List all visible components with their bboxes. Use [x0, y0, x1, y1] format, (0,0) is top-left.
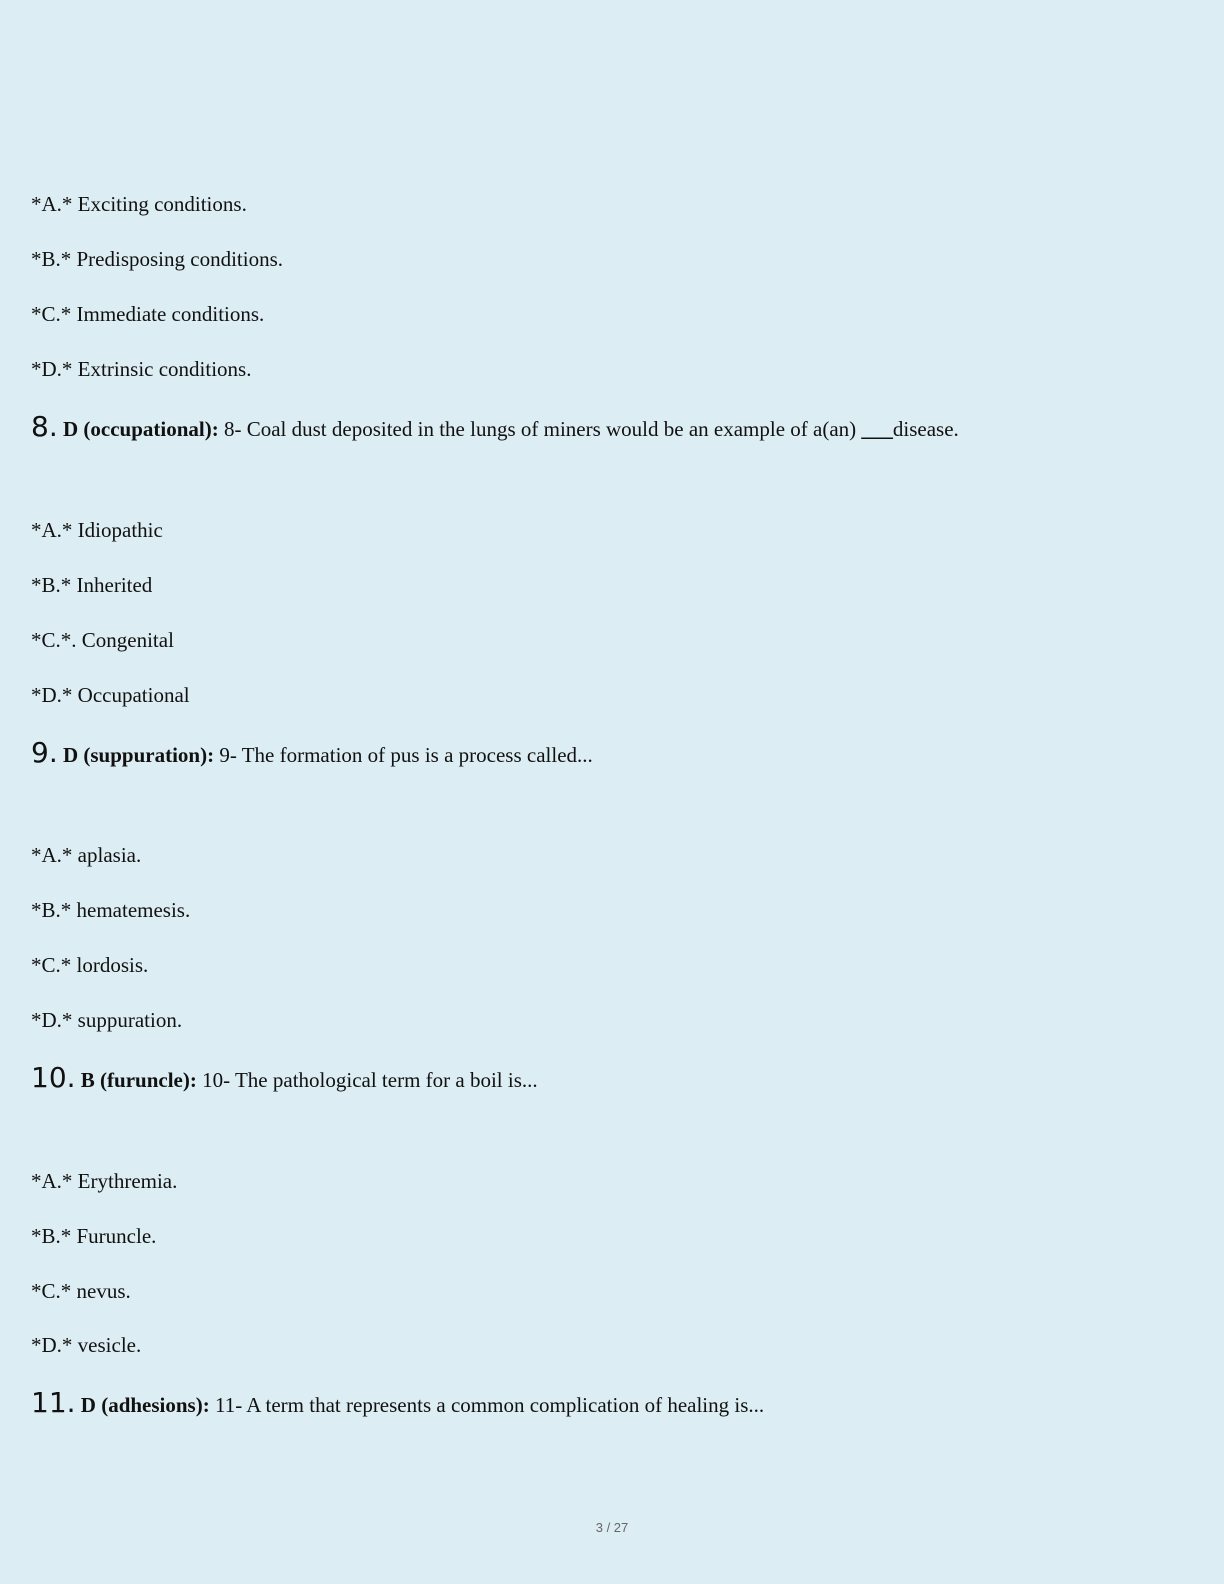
- option-d: *D.* Occupational: [31, 683, 190, 707]
- answer-key: B (furuncle):: [80, 1068, 197, 1092]
- option-a: *A.* Exciting conditions.: [31, 192, 247, 216]
- answer-key: D (occupational):: [62, 417, 219, 441]
- question-11: [31, 1386, 765, 1419]
- answer-key: D (suppuration):: [62, 743, 215, 767]
- question-number: 10.: [31, 1061, 76, 1094]
- answer-key: D (adhesions):: [80, 1393, 210, 1417]
- option-b: *B.* Inherited: [31, 573, 153, 597]
- question-text: 8- Coal dust deposited in the lungs of miners would be an example of a(an): [218, 417, 862, 441]
- question-9: [31, 736, 593, 769]
- option-b: *B.* Furuncle.: [31, 1224, 157, 1248]
- option-a: *A.* aplasia.: [31, 843, 142, 867]
- option-d: *D.* suppuration.: [31, 1008, 183, 1032]
- question-10: [31, 1061, 538, 1094]
- answer-blank: ___: [861, 417, 893, 441]
- option-c: *C.*. Congenital: [31, 628, 174, 652]
- question-text: 9- The formation of pus is a process called...: [214, 743, 593, 767]
- option-c: *C.* lordosis.: [31, 953, 149, 977]
- option-d: *D.* vesicle.: [31, 1333, 142, 1357]
- question-number: 9.: [31, 736, 58, 769]
- option-b: *B.* hematemesis.: [31, 898, 191, 922]
- option-c: *C.* nevus.: [31, 1279, 131, 1303]
- option-c: *C.* Immediate conditions.: [31, 302, 265, 326]
- option-d: *D.* Extrinsic conditions.: [31, 357, 252, 381]
- question-text: 10- The pathological term for a boil is...: [196, 1068, 538, 1092]
- page-indicator: 3 / 27: [595, 1520, 629, 1535]
- option-b: *B.* Predisposing conditions.: [31, 247, 284, 271]
- question-number: 11.: [31, 1386, 76, 1419]
- question-text: 11- A term that represents a common complication of healing is...: [209, 1393, 765, 1417]
- option-a: *A.* Erythremia.: [31, 1169, 178, 1193]
- question-8: [31, 410, 959, 443]
- option-a: *A.* Idiopathic: [31, 518, 163, 542]
- question-number: 8.: [31, 410, 58, 443]
- question-text-end: disease.: [892, 417, 959, 441]
